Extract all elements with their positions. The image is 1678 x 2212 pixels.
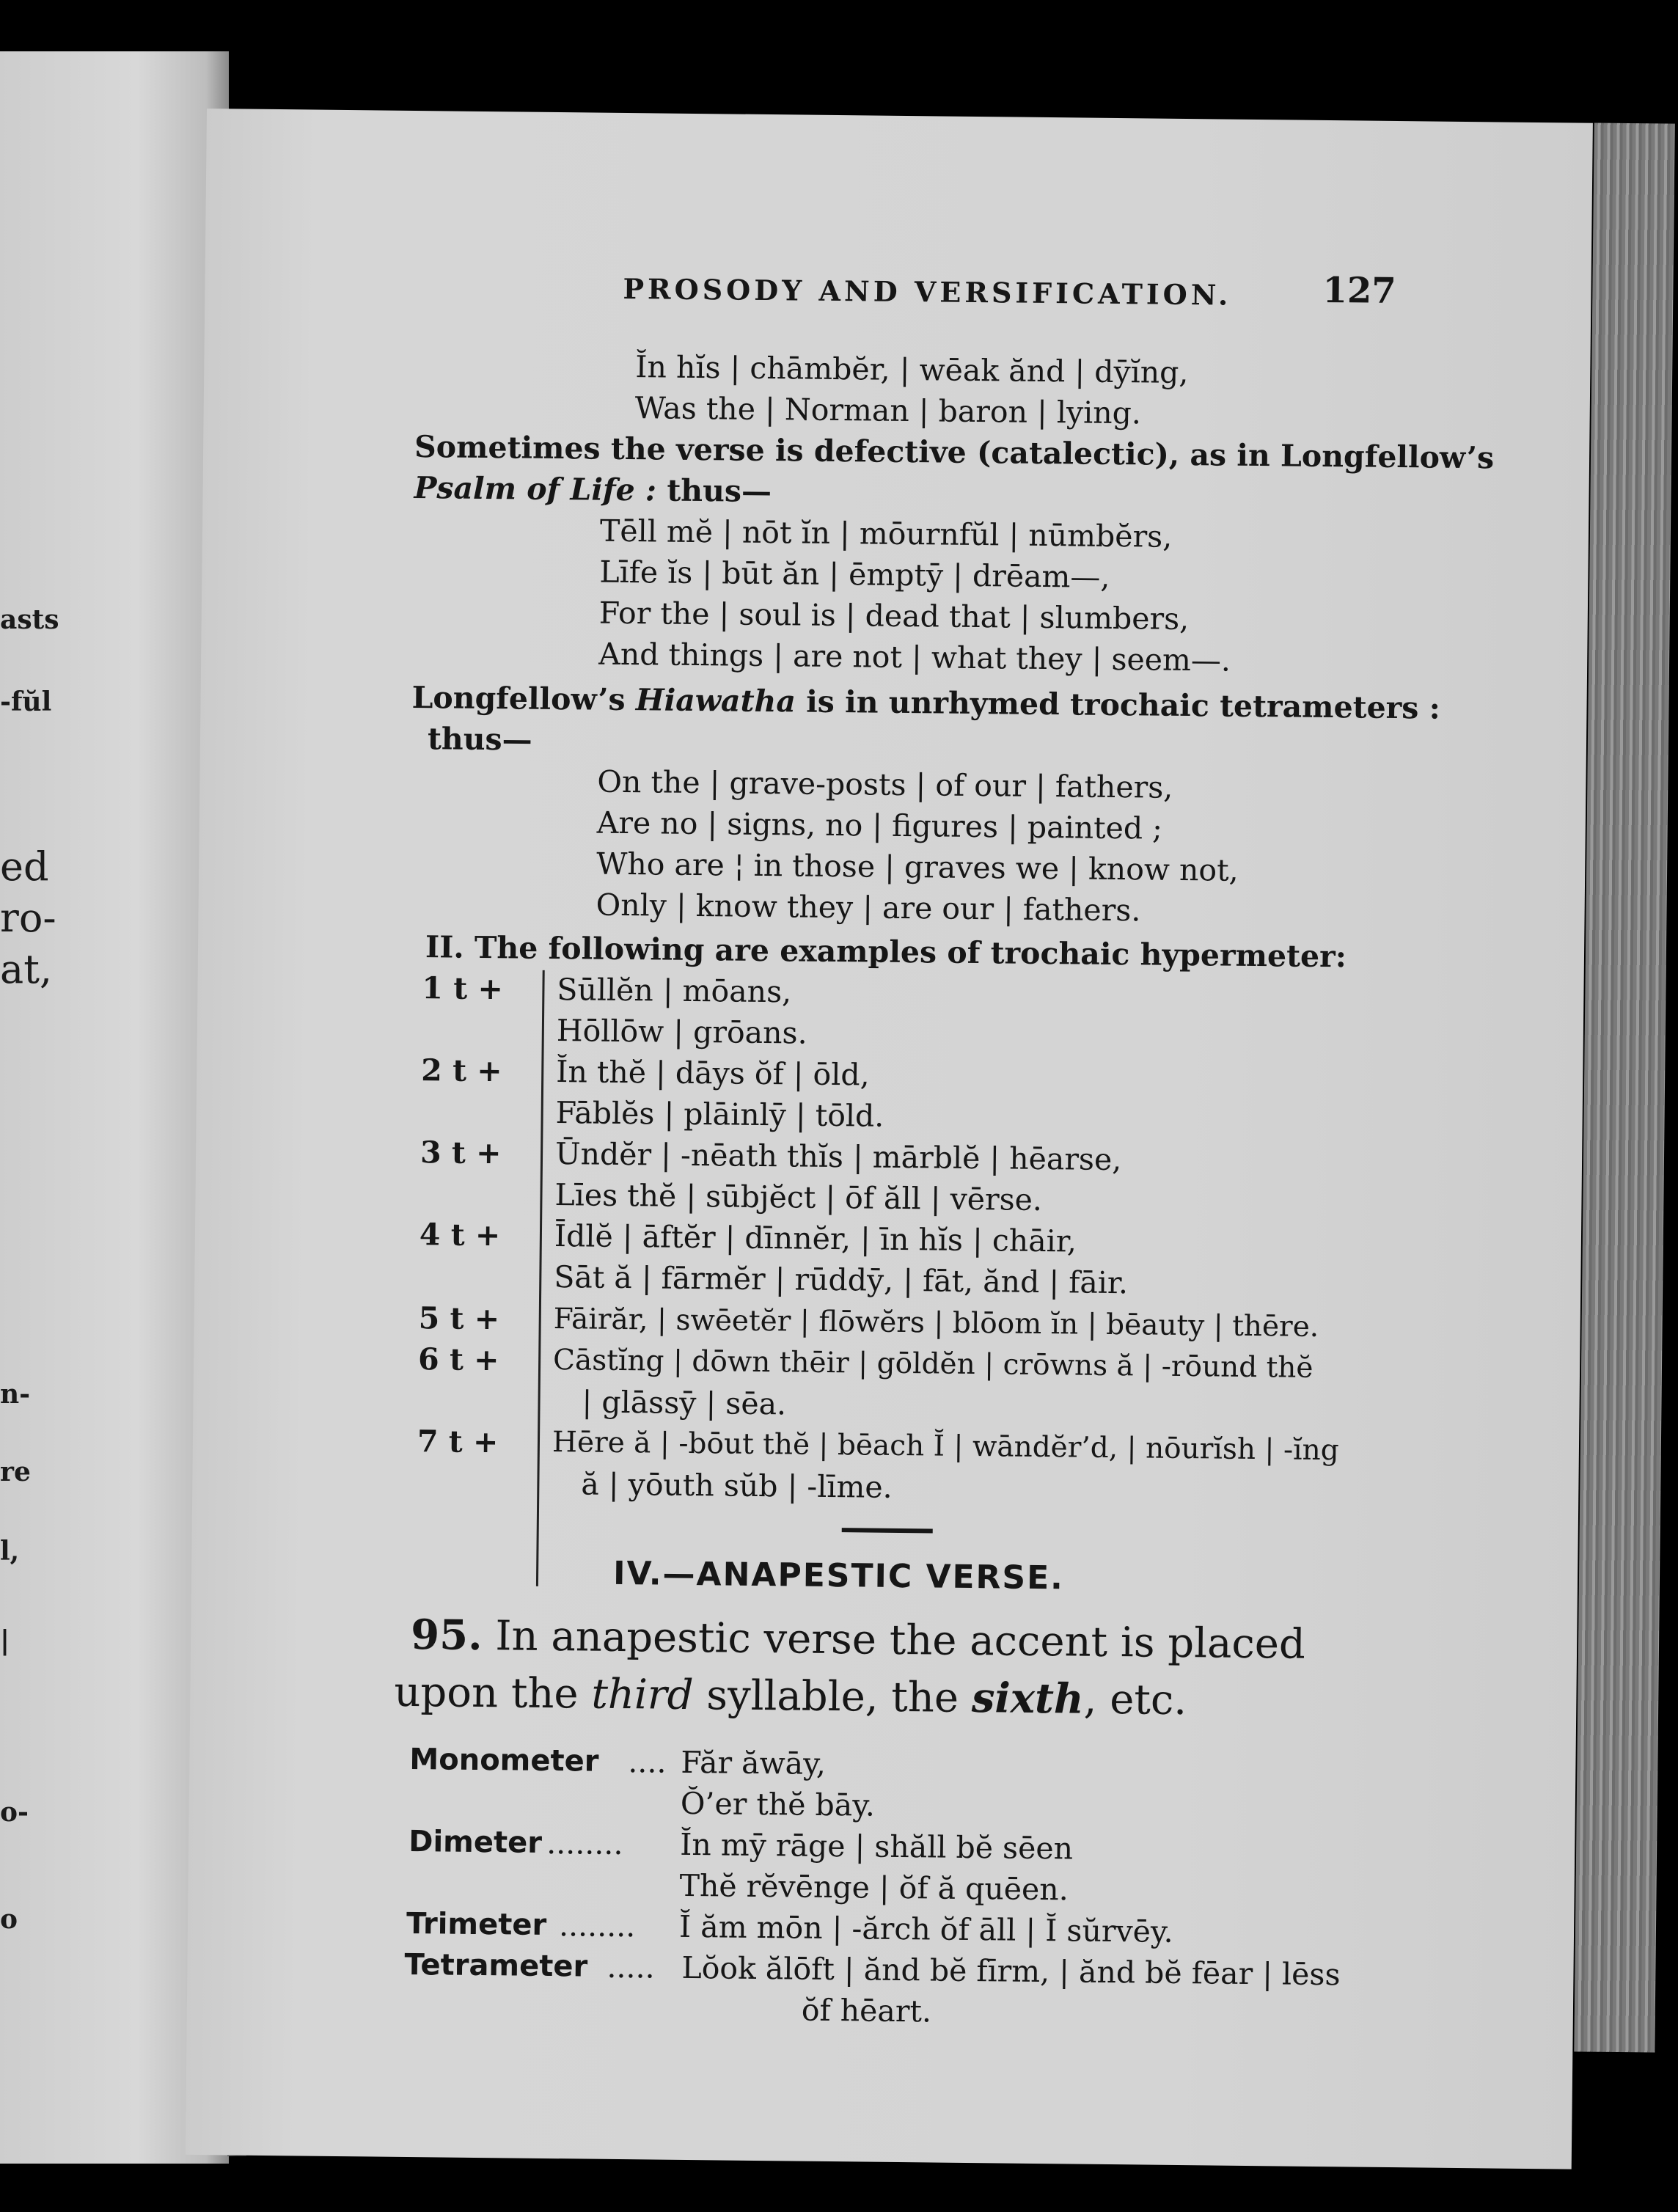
meter-name: Monometer <box>409 1743 599 1779</box>
meter-example: Ĭ ăm mōn | -ărch ŏf āll | Ĭ sŭrvēy. <box>678 1908 1173 1949</box>
verse-line: Who are ¦ in those | graves we | know not, <box>596 846 1239 888</box>
verse-line: Are no | signs, no | figures | painted ; <box>596 805 1163 846</box>
left-margin-text: n- <box>0 1379 31 1410</box>
verse-line: And things | are not | what they | seem—. <box>598 636 1231 678</box>
meter-name: Trimeter <box>406 1906 547 1942</box>
meter-name: Dimeter <box>408 1825 543 1860</box>
book-page <box>186 109 1593 2169</box>
section-heading: IV.—ANAPESTIC VERSE. <box>612 1554 1065 1597</box>
left-margin-text: | <box>0 1625 10 1656</box>
left-margin-text: o <box>0 1904 18 1935</box>
left-margin-text: at, <box>0 946 53 992</box>
hypermeter-label: 1 t + <box>422 970 504 1007</box>
body-line: thus— <box>427 721 532 758</box>
emphasis: sixth <box>971 1674 1085 1724</box>
running-title: PROSODY AND VERSIFICATION. <box>623 271 1232 312</box>
meter-dots: .... <box>628 1744 667 1780</box>
left-margin-text: asts <box>0 604 59 635</box>
book-title: Hiawatha <box>635 682 796 719</box>
verse-line: On the | grave-posts | of our | fathers, <box>597 763 1173 805</box>
verse-line: Only | know they | are our | fathers. <box>596 887 1141 929</box>
paragraph-number: 95. <box>410 1611 483 1660</box>
example-line: Ūndĕr | -nēath thĭs | mārblĕ | hēarse, <box>554 1136 1122 1178</box>
hypermeter-label: 4 t + <box>419 1217 501 1253</box>
example-line: Hōllōw | grōans. <box>556 1013 807 1051</box>
hypermeter-label: 2 t + <box>421 1052 502 1089</box>
verse-line: Līfe ĭs | būt ăn | ēmptȳ | drēam—, <box>599 554 1110 595</box>
meter-example: Făr ăwāy, <box>681 1744 827 1781</box>
body-line: II. The following are examples of trochaic hypermeter: <box>425 929 1347 975</box>
left-margin-text: o- <box>0 1797 29 1828</box>
hypermeter-label: 7 t + <box>417 1424 499 1460</box>
left-margin-text: -fŭl <box>0 686 52 717</box>
meter-example: Ĭn mȳ rāge | shăll bĕ sēen <box>679 1826 1074 1867</box>
example-line: ă | yōuth sŭb | -līme. <box>581 1466 893 1505</box>
meter-dots: ..... <box>607 1949 655 1985</box>
meter-example: Thĕ rĕvēnge | ŏf ă quēen. <box>679 1867 1069 1908</box>
meter-dots: ........ <box>546 1825 623 1862</box>
emphasis: third <box>591 1670 694 1720</box>
left-margin-text: re <box>0 1457 31 1487</box>
body-line: Sometimes the verse is defective (catalectic), as in Longfellow’s <box>414 428 1495 476</box>
page-number: 127 <box>1322 269 1396 312</box>
example-line: Fāirăr, | swēetĕr | flōwĕrs | blōom ĭn | bēauty | thēre. <box>553 1303 1319 1344</box>
bracket-line <box>536 970 545 1586</box>
paragraph-line: upon the third syllable, the sixth, etc. <box>394 1668 1187 1725</box>
example-line: Sāt ă | fārmĕr | rūddȳ, | fāt, ănd | fāir. <box>554 1259 1129 1301</box>
hypermeter-label: 3 t + <box>420 1135 502 1171</box>
example-line: Fāblĕs | plāinlȳ | tōld. <box>555 1095 884 1134</box>
verse-line: Tēll mĕ | nōt ĭn | mōurnfŭl | nūmbĕrs, <box>599 513 1173 554</box>
meter-example: Lŏok ălōft | ănd bĕ fīrm, | ănd bĕ fēar | lēss <box>681 1949 1341 1993</box>
example-line: Līes thĕ | sūbjĕct | ōf ăll | vērse. <box>554 1177 1043 1218</box>
meter-example: ŏf hēart. <box>801 1992 932 2029</box>
meter-example: Ŏ’er thĕ bāy. <box>680 1785 876 1823</box>
paragraph-line: 95. In anapestic verse the accent is placed <box>410 1611 1306 1669</box>
body-line: Longfellow’s Hiawatha is in unrhymed trochaic tetrameters : <box>411 679 1441 726</box>
left-margin-text: ed <box>0 843 49 890</box>
meter-dots: ........ <box>558 1908 636 1944</box>
verse-line: Ĭn hĭs | chāmbĕr, | wēak ănd | dȳĭng, <box>635 349 1189 391</box>
book-title: Psalm of Life : <box>414 469 657 508</box>
example-line: Hēre ă | -bōut thĕ | bēach Ĭ | wāndĕr’d, | nōurĭsh | -ĭng <box>552 1426 1339 1468</box>
left-margin-text: l, <box>0 1536 20 1567</box>
verse-line: Was the | Norman | baron | lying. <box>634 390 1142 431</box>
section-divider <box>842 1528 933 1533</box>
hypermeter-label: 5 t + <box>418 1300 500 1337</box>
left-margin-text: ro- <box>0 895 56 941</box>
hypermeter-label: 6 t + <box>417 1341 499 1378</box>
example-line: Cāstĭng | dōwn thēir | gōldĕn | crōwns ă | -rōund thĕ <box>552 1344 1314 1385</box>
example-line: | glāssȳ | sēa. <box>582 1384 787 1422</box>
verse-line: For the | soul is | dead that | slumbers, <box>598 595 1190 637</box>
example-line: Sūllĕn | mōans, <box>557 972 792 1010</box>
example-line: Īdlĕ | āftĕr | dīnnĕr, | īn hĭs | chāir, <box>554 1218 1077 1259</box>
example-line: Ĭn thĕ | dāys ŏf | ōld, <box>556 1054 870 1093</box>
body-line: Psalm of Life : thus— <box>414 469 772 510</box>
meter-name: Tetrameter <box>404 1947 588 1984</box>
